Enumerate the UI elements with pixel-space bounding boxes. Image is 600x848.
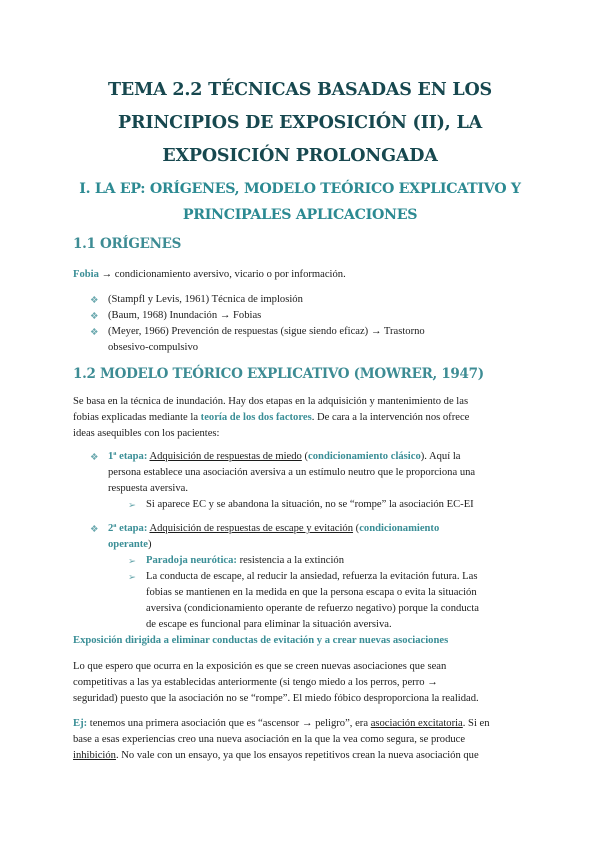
origenes-bullet-1: (Stampfl y Levis, 1961) Técnica de implosión: [108, 294, 303, 305]
etapa1-line-2: persona establece una asociación aversiva a un estímulo neutro que le proporciona una: [108, 467, 476, 478]
fobia-text: → condicionamiento aversivo, vicario o por información.: [98, 269, 346, 280]
fobia-term: Fobia: [73, 269, 99, 280]
ejemplo-term: Ej:: [73, 718, 88, 729]
condicionamiento-clasico: condicionamiento clásico: [308, 451, 421, 462]
paradoja-text: resistencia a la extinción: [236, 555, 344, 566]
ejemplo-line-1: [73, 716, 490, 732]
teoria-dos-factores: teoría de los dos factores: [200, 412, 312, 423]
asociacion-excitatoria: asociación excitatoria: [370, 718, 463, 729]
origenes-bullet-3-continued: obsesivo-compulsivo: [108, 342, 199, 353]
paradoja-item: [146, 553, 344, 569]
section-title-line-1: I. LA EP: ORÍGENES, MODELO TEÓRICO EXPLICATIVO Y: [79, 181, 521, 197]
etapa1-paren: (: [301, 451, 309, 462]
diamond-bullet-icon: ❖: [90, 525, 99, 535]
ejemplo-line-3: [73, 748, 479, 764]
ejemplo-text: tenemos una primera asociación que es “ascensor → peligro”, era: [87, 718, 371, 729]
document-title: [60, 74, 540, 173]
exposicion-line-1: Lo que espero que ocurra en la exposición es que se creen nuevas asociaciones que sean: [73, 661, 447, 672]
exposicion-line-3: seguridad) puesto que la asociación no se “rompe”. El miedo fóbico desproporciona la realidad.: [73, 693, 479, 704]
etapa1-rest: ). Aquí la: [420, 451, 461, 462]
modelo-p1-line-2: [73, 410, 469, 426]
etapa2-line-2: [108, 537, 152, 553]
etapa2-line-1: [108, 521, 439, 537]
etapa1-line-3: respuesta aversiva.: [108, 483, 189, 494]
paradoja-term: Paradoja neurótica:: [146, 555, 237, 566]
heading-exposicion: Exposición dirigida a eliminar conductas de evitación y a crear nuevas asociaciones: [73, 635, 449, 646]
section-title: [70, 176, 530, 228]
modelo-p1-line-3: ideas asequibles con los pacientes:: [73, 428, 220, 439]
diamond-bullet-icon: ❖: [90, 328, 99, 338]
condicionamiento-operante-1: condicionamiento: [359, 523, 440, 534]
title-line-3: EXPOSICIÓN PROLONGADA: [162, 146, 438, 166]
origenes-bullet-2: (Baum, 1968) Inundación → Fobias: [108, 310, 262, 321]
diamond-bullet-icon: ❖: [90, 453, 99, 463]
arrow-bullet-icon: ➢: [128, 557, 136, 567]
fobia-paragraph: [73, 267, 346, 283]
arrow-bullet-icon: ➢: [128, 501, 136, 511]
condicionamiento-operante-2: operante: [108, 539, 149, 550]
ejemplo-text: . Si en: [462, 718, 490, 729]
modelo-p1-line-1: Se basa en la técnica de inundación. Hay dos etapas en la adquisición y mantenimiento de las: [73, 396, 469, 407]
etapa2-close: ): [148, 539, 152, 550]
etapa2-underlined: Adquisición de respuestas de escape y evitación: [149, 523, 354, 534]
arrow-bullet-icon: ➢: [128, 573, 136, 583]
modelo-p1-text: fobias explicadas mediante la: [73, 412, 201, 423]
section-title-line-2: PRINCIPALES APLICACIONES: [182, 207, 418, 223]
inhibicion-term: inhibición: [73, 750, 116, 761]
diamond-bullet-icon: ❖: [90, 312, 99, 322]
heading-origenes: 1.1 ORÍGENES: [73, 236, 182, 252]
exposicion-line-2: competitivas a las ya establecidas anteriormente (si tengo miedo a los perros, perro →: [73, 677, 438, 688]
conducta-line-3: aversiva (condicionamiento operante de refuerzo negativo) porque la conducta: [146, 603, 479, 614]
title-line-1: TEMA 2.2 TÉCNICAS BASADAS EN LOS: [108, 80, 492, 100]
etapa2-paren: (: [353, 523, 360, 534]
conducta-line-2: fobias se mantienen en la medida en que la persona escapa o evita la situación: [146, 587, 477, 598]
heading-modelo: 1.2 MODELO TEÓRICO EXPLICATIVO (MOWRER, 1947): [73, 366, 484, 382]
origenes-bullet-3: (Meyer, 1966) Prevención de respuestas (sigue siendo eficaz) → Trastorno: [108, 326, 425, 337]
ejemplo-line-2: base a esas experiencias creo una nueva asociación en la que la vea como segura, se produce: [73, 734, 466, 745]
diamond-bullet-icon: ❖: [90, 296, 99, 306]
etapa2-label: 2ª etapa:: [108, 523, 148, 534]
ejemplo-text: . No vale con un ensayo, ya que los ensayos repetitivos crean la nueva asociación que: [115, 750, 479, 761]
title-line-2: PRINCIPIOS DE EXPOSICIÓN (II), LA: [118, 113, 482, 133]
etapa1-underlined: Adquisición de respuestas de miedo: [149, 451, 302, 462]
etapa1-label: 1ª etapa:: [108, 451, 148, 462]
etapa1-sub-item: Si aparece EC y se abandona la situación, no se “rompe” la asociación EC-EI: [146, 499, 474, 510]
etapa1-line-1: [108, 449, 460, 465]
conducta-line-1: La conducta de escape, al reducir la ansiedad, refuerza la evitación futura. Las: [146, 571, 478, 582]
modelo-p1-text: . De cara a la intervención nos ofrece: [311, 412, 470, 423]
conducta-line-4: de escape es funcional para eliminar la situación aversiva.: [146, 619, 392, 630]
